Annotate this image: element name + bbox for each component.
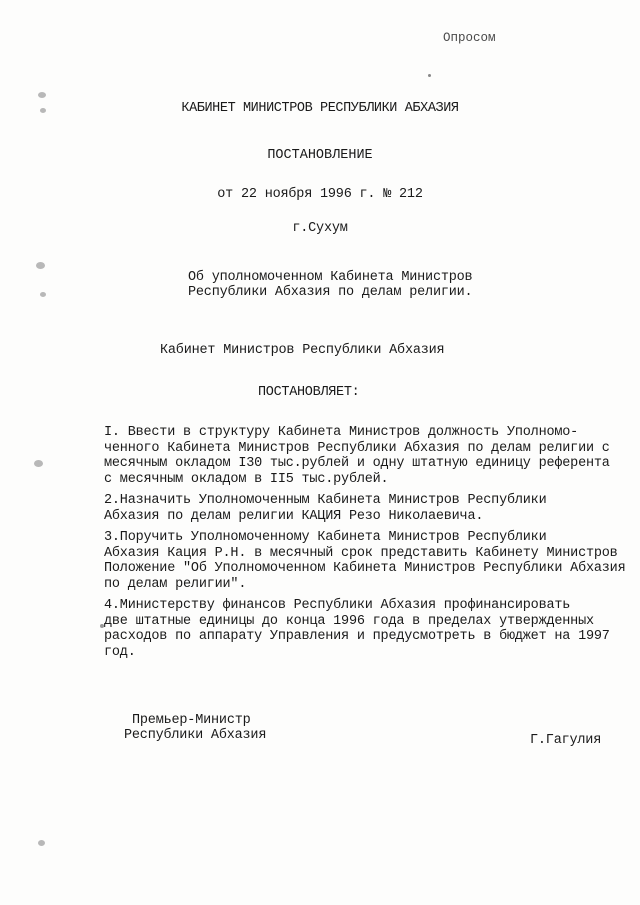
text-line: год. xyxy=(104,644,136,660)
intro-line: Кабинет Министров Республики Абхазия xyxy=(160,343,445,358)
text-line: 4.Министерству финансов Республики Абхазия профинансировать xyxy=(104,598,571,613)
text-line: по делам религии". xyxy=(104,576,247,592)
city: г.Сухум xyxy=(292,221,348,236)
subject-line-1: Об уполномоченном Кабинета Министров xyxy=(188,270,473,285)
text-line: с месячным окладом в II5 тыс.рублей. xyxy=(104,471,389,487)
text-line: месячным окладом I30 тыс.рублей и одну штатную единицу референта xyxy=(104,456,610,471)
text-line: Абхазия по делам религии КАЦИЯ Резо Николаевича. xyxy=(104,508,484,524)
signatory-title-line-1: Премьер-Министр xyxy=(132,713,251,728)
text-line: две штатные единицы до конца 1996 года в пределах утвержденных xyxy=(104,613,594,629)
paragraph-1 xyxy=(104,425,624,487)
scan-mark xyxy=(100,624,104,628)
scan-mark xyxy=(36,262,45,269)
organization-heading: КАБИНЕТ МИНИСТРОВ РЕСПУБЛИКИ АБХАЗИЯ xyxy=(181,101,459,116)
resolves-heading: ПОСТАНОВЛЯЕТ: xyxy=(258,385,360,400)
text-line: 2.Назначить Уполномоченным Кабинета Министров Республики xyxy=(104,493,547,508)
handwritten-note: Опросом xyxy=(443,31,496,45)
scan-mark xyxy=(34,460,43,467)
text-line: I. Ввести в структуру Кабинета Министров должность Уполномо- xyxy=(104,425,579,440)
text-line: ченного Кабинета Министров Республики Абхазия по делам религии с xyxy=(104,440,610,456)
scan-mark xyxy=(38,840,45,846)
paragraph-2 xyxy=(104,493,624,524)
scan-mark xyxy=(40,108,46,113)
signatory-name: Г.Гагулия xyxy=(530,733,602,748)
text-line: расходов по аппарату Управления и предусмотреть в бюджет на 1997 xyxy=(104,629,610,644)
paragraph-3 xyxy=(104,530,624,592)
text-line: 3.Поручить Уполномоченному Кабинета Министров Республики xyxy=(104,530,547,545)
body-text xyxy=(104,425,624,666)
date-line: от 22 ноября 1996 г. № 212 xyxy=(217,187,423,202)
subject-block xyxy=(188,270,472,300)
signatory-title xyxy=(124,713,267,743)
scan-mark xyxy=(428,74,431,77)
scan-mark xyxy=(38,92,46,98)
text-line: Положение "Об Уполномоченном Кабинета Министров Республики Абхазия xyxy=(104,561,626,576)
subject-line-2: Республики Абхазия по делам религии. xyxy=(188,285,473,300)
scan-mark xyxy=(40,292,46,297)
document-type: ПОСТАНОВЛЕНИЕ xyxy=(267,148,373,163)
signatory-title-line-2: Республики Абхазия xyxy=(124,728,267,743)
text-line: Абхазия Кация Р.Н. в месячный срок представить Кабинету Министров xyxy=(104,545,618,561)
paragraph-4 xyxy=(104,598,624,660)
